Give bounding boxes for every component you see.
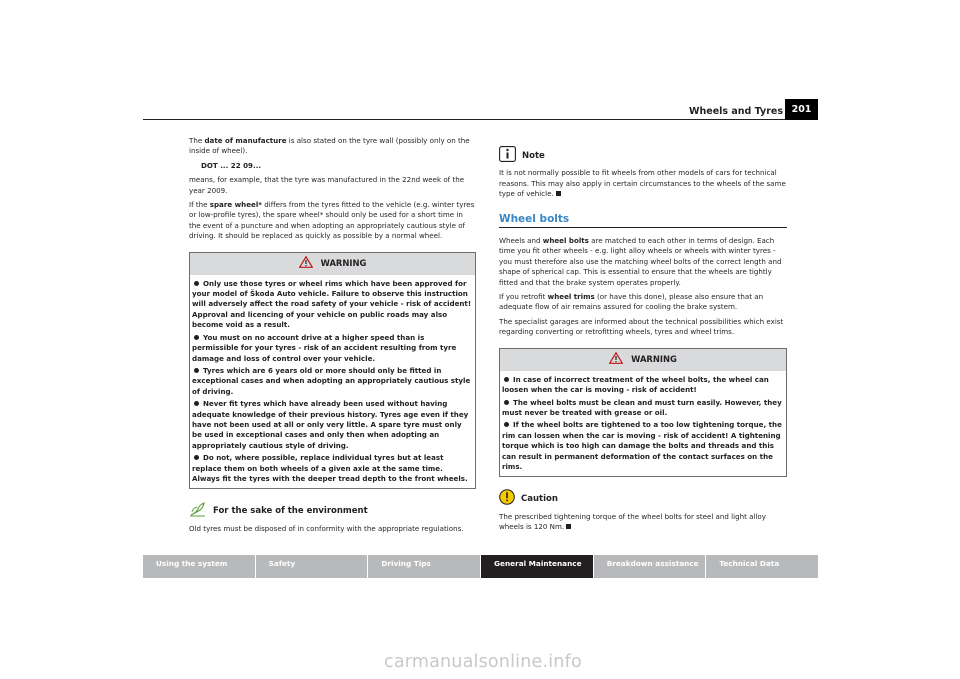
- environment-title: For the sake of the environment: [213, 505, 368, 516]
- page-section-title: Wheels and Tyres: [689, 106, 783, 117]
- bullet-icon: [194, 368, 199, 373]
- nav-tab-driving-tips[interactable]: Driving Tips: [368, 555, 480, 578]
- warning-item: You must on no account drive at a higher speed than is permissible for your tyres - risk of an accident resulting from tyre damage and loss of control over your vehicle.: [192, 332, 457, 363]
- nav-tab-general-maintenance[interactable]: General Maintenance: [481, 555, 593, 578]
- chapter-navigation-bar: [143, 555, 818, 578]
- paragraph-date-of-manufacture: The date of manufacture is also stated on the tyre wall (possibly only on the inside of wheel).: [189, 136, 470, 156]
- section-divider: [499, 227, 787, 228]
- right-column: [499, 146, 787, 537]
- paragraph-specialist-garages: The specialist garages are informed about the technical possibilities which exist regarding converting or retrofitting wheels, tyres and wheel trims.: [499, 316, 784, 337]
- end-square-icon: [566, 524, 571, 529]
- note-text: It is not normally possible to fit wheels from other models of cars for technical reasons. This may also apply in certain circumstances to the wheels of the same type of vehicle.: [499, 168, 786, 199]
- nav-tab-breakdown-assistance[interactable]: Breakdown assistance: [594, 555, 706, 578]
- caution-text: The prescribed tightening torque of the wheel bolts for steel and light alloy wheels is 120 Nm.: [499, 511, 766, 532]
- warning-item: Never fit tyres which have already been used without having adequate knowledge of their previous history. Tyres age even if they have not been used at all or only very little. A spare tyre must only be used in exceptional cases and only then when adopting an appropriately cautious style of driving.: [192, 399, 469, 450]
- watermark-text: carmanualsonline.info: [384, 652, 582, 672]
- bullet-icon: [194, 335, 199, 340]
- paragraph-spare-wheel: If the spare wheel* differs from the tyres fitted to the vehicle (e.g. winter tyres or low-profile tyres), the spare wheel* should only be used for a short time in the event of a puncture and when adopting an appropriately cautious style of driving. It should be replaced as quickly as possible by a normal wheel.: [189, 200, 475, 241]
- end-square-icon: [556, 191, 561, 196]
- environment-tree-icon: [189, 501, 207, 520]
- warning-item: If the wheel bolts are tightened to a too low tightening torque, the rim can lossen when the car is moving - risk of accident! A tightening torque which is too high can damage the bolts and threads and this can result in permanent deformation of the contact surfaces on the rims.: [502, 420, 782, 471]
- bullet-icon: [194, 401, 199, 406]
- caution-exclamation-icon: [499, 489, 515, 508]
- warning-box-wheel-bolts: [499, 348, 787, 478]
- bullet-icon: [194, 455, 199, 460]
- left-column: [189, 136, 476, 538]
- warning-header: [500, 349, 786, 371]
- bullet-icon: [504, 400, 509, 405]
- environment-text: Old tyres must be disposed of in conformity with the appropriate regulations.: [189, 523, 464, 533]
- page-number: 201: [785, 99, 818, 120]
- warning-item: Tyres which are 6 years old or more should only be fitted in exceptional cases and when adopting an appropriately cautious style of driving.: [192, 365, 471, 396]
- nav-tab-safety[interactable]: Safety: [256, 555, 368, 578]
- bullet-icon: [504, 422, 509, 427]
- note-title: Note: [522, 150, 545, 161]
- bullet-icon: [504, 377, 509, 382]
- warning-item: The wheel bolts must be clean and must turn easily. However, they must never be treated with grease or oil.: [502, 397, 782, 417]
- header-divider: [143, 119, 785, 120]
- paragraph-wheel-bolts: Wheels and wheel bolts are matched to each other in terms of design. Each time you fit other wheels - e.g. light alloy wheels or wheels with winter tyres - you must therefore also use the matching wheel bolts of the correct length and shape of spherical cap. This is essential to ensure that the wheels are tightly fitted and that the brake system operates properly.: [499, 236, 782, 287]
- nav-tab-technical-data[interactable]: Technical Data: [706, 555, 818, 578]
- warning-title: WARNING: [320, 258, 367, 269]
- info-icon: [499, 146, 516, 165]
- warning-triangle-icon: [299, 256, 313, 270]
- paragraph-dot-meaning: means, for example, that the tyre was manufactured in the 22nd week of the year 2009.: [189, 175, 465, 195]
- warning-box-tyres: [189, 252, 476, 490]
- warning-triangle-icon: [609, 352, 623, 366]
- caution-heading: [499, 489, 787, 508]
- section-title-wheel-bolts: Wheel bolts: [499, 212, 570, 225]
- dot-code-example: DOT ... 22 09...: [201, 160, 262, 170]
- warning-header: [190, 253, 475, 275]
- nav-tab-using-the-system[interactable]: Using the system: [143, 555, 255, 578]
- warning-item: Only use those tyres or wheel rims which have been approved for your model of Škoda Auto vehicle. Failure to observe this instruction will adversely affect the road safety of your vehicle - risk of accident! Approval and licencing of your vehicle on public roads may also become void as a result.: [192, 278, 472, 330]
- caution-title: Caution: [521, 493, 558, 504]
- warning-item: In case of incorrect treatment of the wheel bolts, the wheel can loosen when the car is moving - risk of accident!: [502, 374, 769, 395]
- paragraph-wheel-trims: If you retrofit wheel trims (or have this done), please also ensure that an adequate flow of air remains assured for cooling the brake system.: [499, 292, 764, 312]
- bullet-icon: [194, 281, 199, 286]
- environment-heading: [189, 501, 476, 520]
- note-heading: [499, 146, 787, 165]
- warning-item: Do not, where possible, replace individual tyres but at least replace them on both wheels of a given axle at the same time. Always fit the tyres with the deeper tread depth to the front wheels.: [192, 453, 468, 483]
- warning-title: WARNING: [631, 354, 677, 365]
